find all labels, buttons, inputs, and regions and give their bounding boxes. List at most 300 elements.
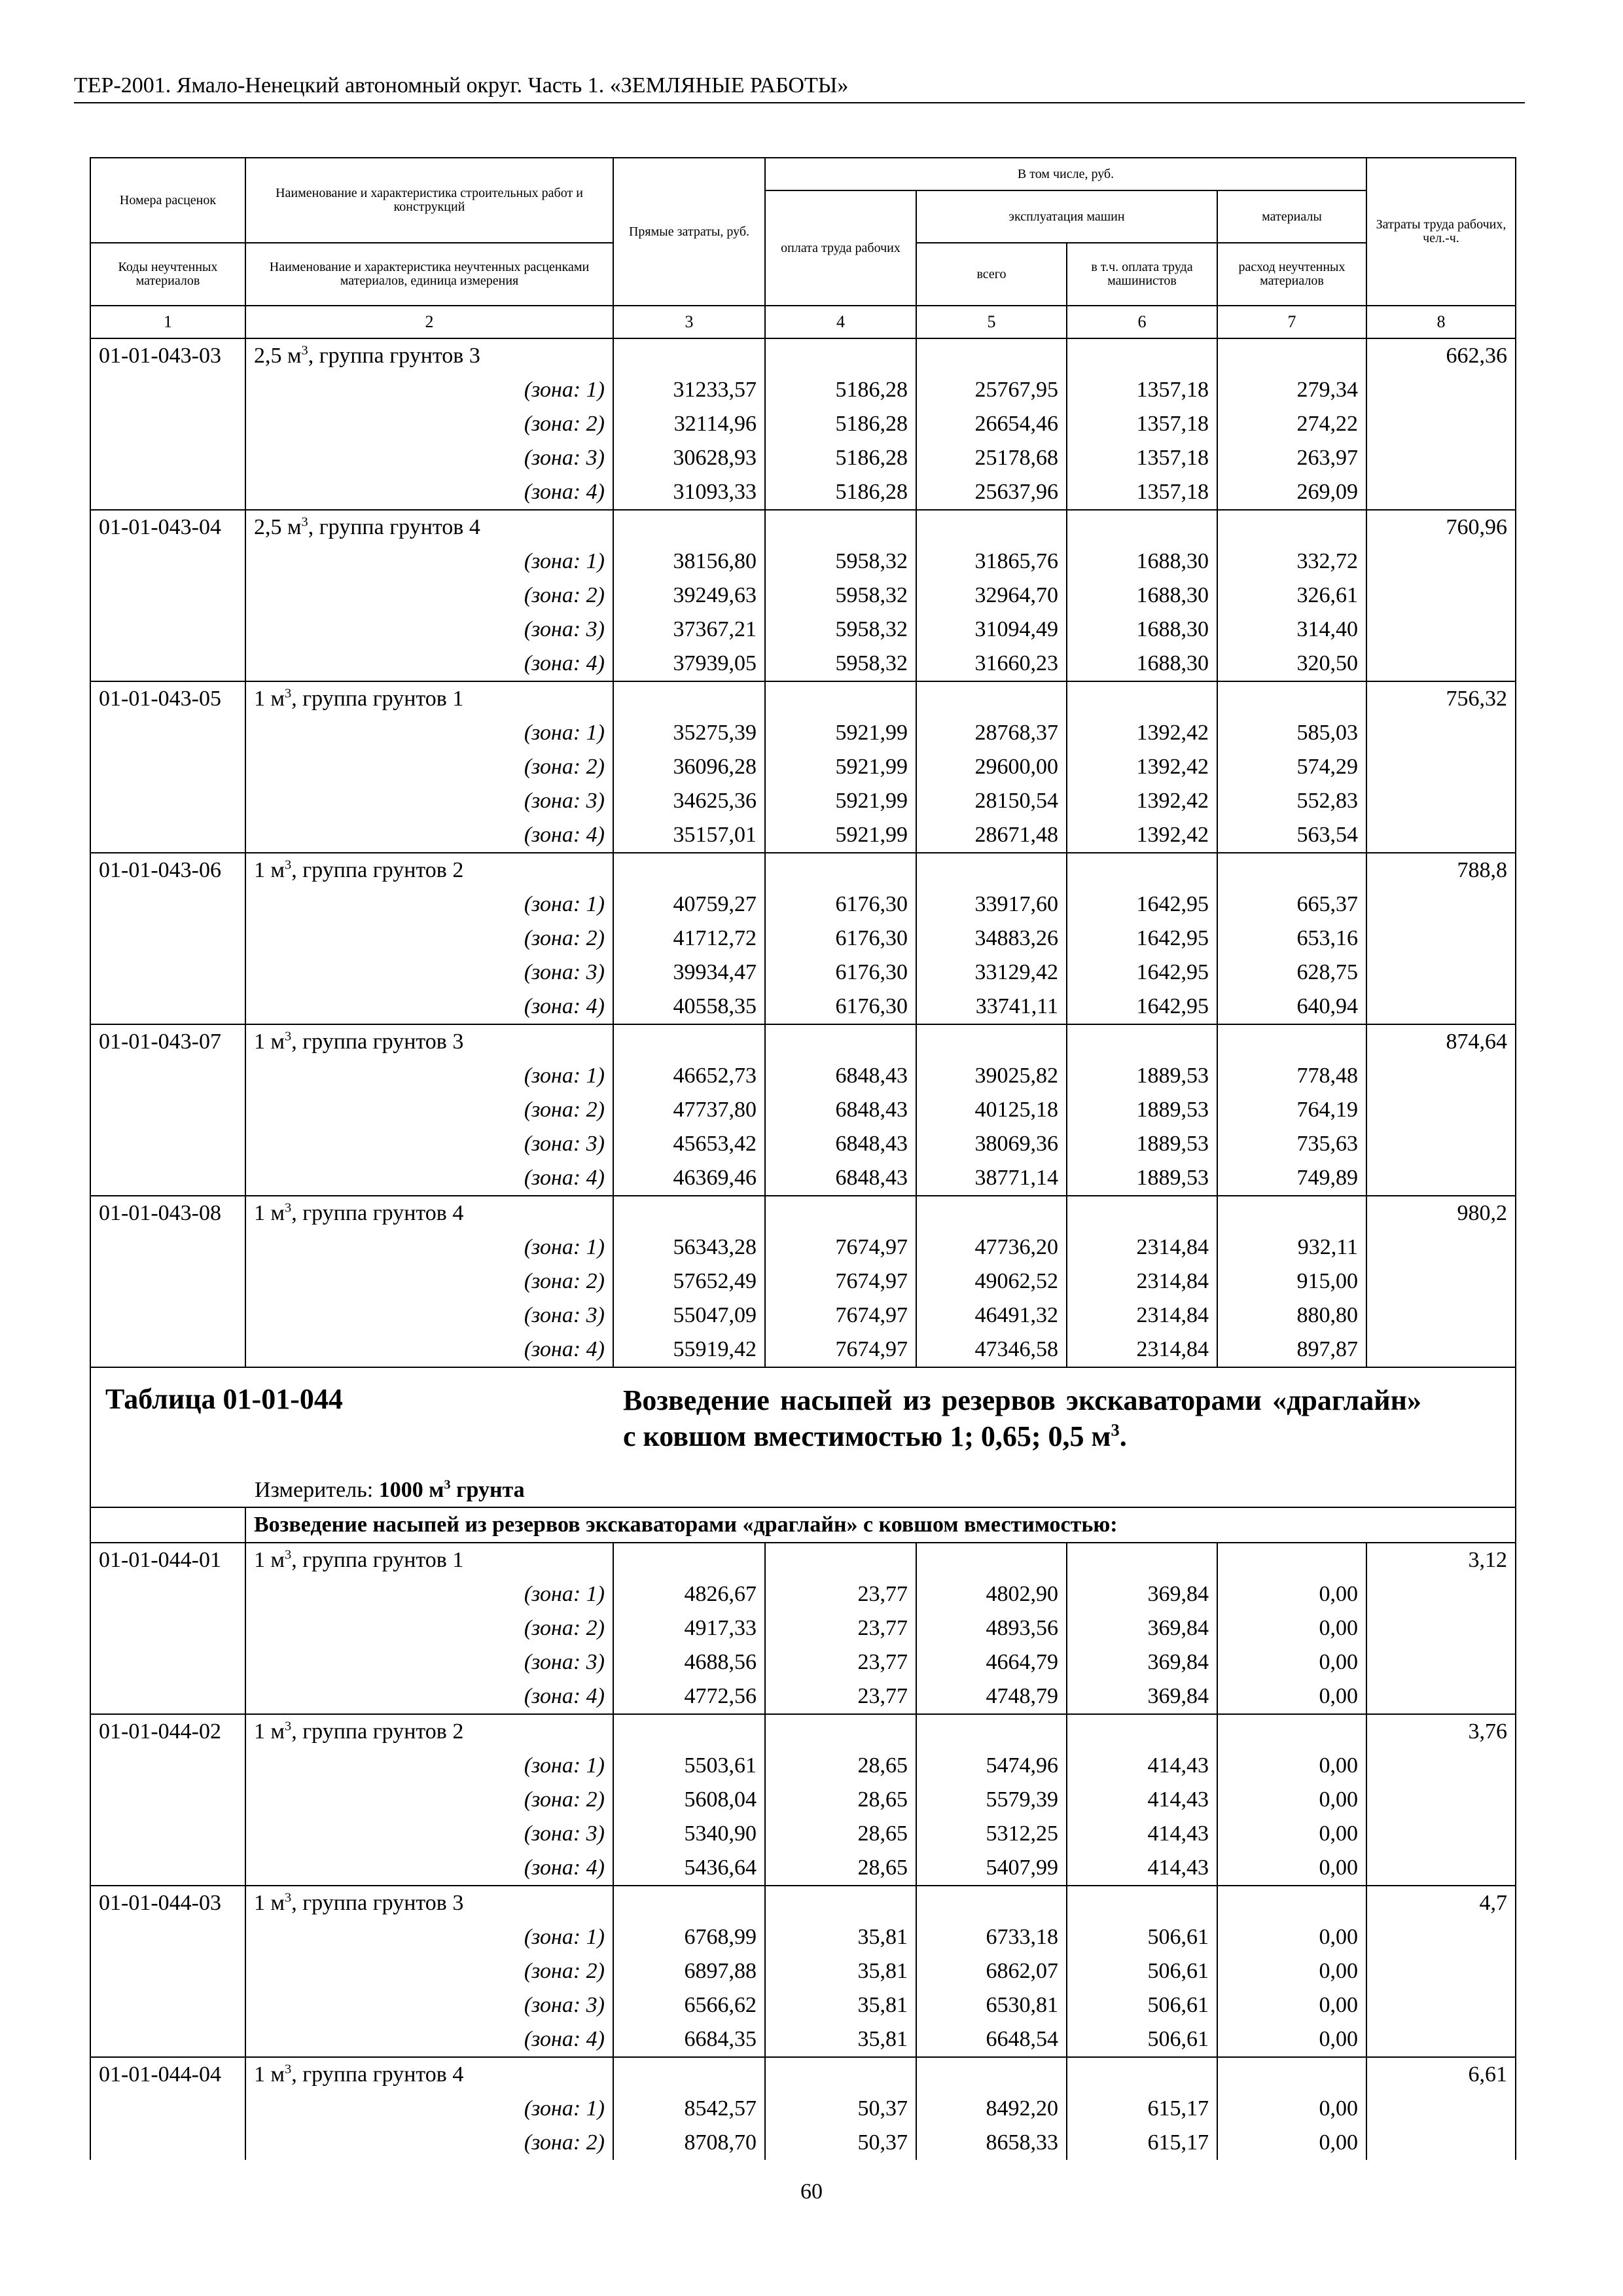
machines-value: 4893,56 bbox=[916, 1611, 1067, 1645]
rate-entry-row bbox=[90, 853, 1516, 888]
rate-entry-row bbox=[90, 510, 1516, 545]
zone-row bbox=[90, 1093, 1516, 1127]
zone-label: (зона: 1) bbox=[245, 1059, 613, 1093]
operators-value: 506,61 bbox=[1067, 1988, 1217, 2022]
zone-row bbox=[90, 1851, 1516, 1886]
column-number: 1 bbox=[90, 306, 245, 338]
wages-value: 6176,30 bbox=[765, 990, 916, 1024]
labor-cost: 760,96 bbox=[1366, 510, 1516, 545]
direct-cost: 37939,05 bbox=[613, 647, 765, 681]
direct-cost: 8542,57 bbox=[613, 2092, 765, 2126]
zone-label: (зона: 1) bbox=[245, 545, 613, 579]
operators-value: 2314,84 bbox=[1067, 1299, 1217, 1333]
operators-value: 506,61 bbox=[1067, 2022, 1217, 2057]
machines-value: 8492,20 bbox=[916, 2092, 1067, 2126]
wages-value: 5186,28 bbox=[765, 475, 916, 510]
zone-row bbox=[90, 407, 1516, 441]
machines-value: 8658,33 bbox=[916, 2126, 1067, 2160]
zone-row bbox=[90, 579, 1516, 613]
wages-value: 35,81 bbox=[765, 1988, 916, 2022]
direct-cost: 6897,88 bbox=[613, 1954, 765, 1988]
zone-label: (зона: 1) bbox=[245, 373, 613, 407]
direct-cost: 35275,39 bbox=[613, 716, 765, 750]
direct-cost: 37367,21 bbox=[613, 613, 765, 647]
wages-value: 6848,43 bbox=[765, 1161, 916, 1196]
machines-value: 6862,07 bbox=[916, 1954, 1067, 1988]
column-numbers-row bbox=[90, 306, 1516, 338]
operators-value: 2314,84 bbox=[1067, 1265, 1217, 1299]
labor-cost: 874,64 bbox=[1366, 1024, 1516, 1059]
wages-value: 5921,99 bbox=[765, 750, 916, 784]
operators-wages-header: в т.ч. оплата труда машинистов bbox=[1067, 243, 1217, 306]
zone-row bbox=[90, 2126, 1516, 2160]
materials-value: 932,11 bbox=[1217, 1230, 1366, 1265]
labor-cost: 980,2 bbox=[1366, 1196, 1516, 1230]
direct-cost: 6566,62 bbox=[613, 1988, 765, 2022]
column-number: 5 bbox=[916, 306, 1067, 338]
direct-cost: 5436,64 bbox=[613, 1851, 765, 1886]
wages-value: 28,65 bbox=[765, 1783, 916, 1817]
wages-value: 5921,99 bbox=[765, 818, 916, 853]
materials-value: 778,48 bbox=[1217, 1059, 1366, 1093]
machines-value: 5579,39 bbox=[916, 1783, 1067, 1817]
table-title-end: . bbox=[1119, 1420, 1127, 1452]
zone-label: (зона: 3) bbox=[245, 1645, 613, 1679]
machines-value: 47736,20 bbox=[916, 1230, 1067, 1265]
rate-name: 1 $м^3$, группа грунтов 4 bbox=[245, 2057, 613, 2092]
zone-label: (зона: 4) bbox=[245, 1161, 613, 1196]
zone-label: (зона: 4) bbox=[245, 818, 613, 853]
wages-value: 5186,28 bbox=[765, 373, 916, 407]
operators-value: 414,43 bbox=[1067, 1749, 1217, 1783]
machines-value: 46491,32 bbox=[916, 1299, 1067, 1333]
wages-value: 23,77 bbox=[765, 1577, 916, 1611]
machines-value: 29600,00 bbox=[916, 750, 1067, 784]
materials-value: 0,00 bbox=[1217, 1954, 1366, 1988]
rate-code: 01-01-044-01 bbox=[90, 1543, 245, 1577]
direct-cost: 40558,35 bbox=[613, 990, 765, 1024]
operators-value: 2314,84 bbox=[1067, 1230, 1217, 1265]
materials-value: 640,94 bbox=[1217, 990, 1366, 1024]
machines-value: 4802,90 bbox=[916, 1577, 1067, 1611]
including-header: В том числе, руб. bbox=[765, 158, 1366, 190]
wages-value: 23,77 bbox=[765, 1611, 916, 1645]
direct-cost: 5608,04 bbox=[613, 1783, 765, 1817]
rate-code: 01-01-043-08 bbox=[90, 1196, 245, 1230]
operators-value: 369,84 bbox=[1067, 1645, 1217, 1679]
table-title-row bbox=[90, 1367, 1516, 1507]
column-number: 2 bbox=[245, 306, 613, 338]
wages-value: 28,65 bbox=[765, 1851, 916, 1886]
operators-value: 1392,42 bbox=[1067, 784, 1217, 818]
zone-label: (зона: 2) bbox=[245, 2126, 613, 2160]
labor-cost: 6,61 bbox=[1366, 2057, 1516, 2092]
operators-value: 369,84 bbox=[1067, 1611, 1217, 1645]
wages-value: 6176,30 bbox=[765, 956, 916, 990]
machines-value: 33917,60 bbox=[916, 888, 1067, 922]
table-title-sup: 3 bbox=[1111, 1420, 1120, 1440]
column-number: 4 bbox=[765, 306, 916, 338]
rate-code: 01-01-043-05 bbox=[90, 681, 245, 716]
operators-value: 1357,18 bbox=[1067, 441, 1217, 475]
wages-header: оплата труда рабочих bbox=[765, 190, 916, 306]
zone-label: (зона: 4) bbox=[245, 1851, 613, 1886]
labor-cost: 788,8 bbox=[1366, 853, 1516, 888]
machines-value: 5407,99 bbox=[916, 1851, 1067, 1886]
operators-value: 1357,18 bbox=[1067, 373, 1217, 407]
materials-value: 735,63 bbox=[1217, 1127, 1366, 1161]
wages-value: 6848,43 bbox=[765, 1093, 916, 1127]
zone-label: (зона: 2) bbox=[245, 1954, 613, 1988]
materials-value: 0,00 bbox=[1217, 2126, 1366, 2160]
operators-value: 2314,84 bbox=[1067, 1333, 1217, 1367]
wages-value: 5958,32 bbox=[765, 545, 916, 579]
labor-cost: 3,76 bbox=[1366, 1714, 1516, 1749]
materials-value: 0,00 bbox=[1217, 1577, 1366, 1611]
zone-row bbox=[90, 1161, 1516, 1196]
materials-value: 332,72 bbox=[1217, 545, 1366, 579]
rates-table bbox=[90, 157, 1516, 2160]
machines-value: 49062,52 bbox=[916, 1265, 1067, 1299]
zone-label: (зона: 2) bbox=[245, 922, 613, 956]
zone-row bbox=[90, 1059, 1516, 1093]
operators-value: 1688,30 bbox=[1067, 613, 1217, 647]
direct-cost: 46369,46 bbox=[613, 1161, 765, 1196]
zone-label: (зона: 1) bbox=[245, 1749, 613, 1783]
zone-row bbox=[90, 1230, 1516, 1265]
zone-label: (зона: 3) bbox=[245, 1299, 613, 1333]
wages-value: 6848,43 bbox=[765, 1059, 916, 1093]
direct-cost: 4917,33 bbox=[613, 1611, 765, 1645]
zone-row bbox=[90, 2092, 1516, 2126]
zone-label: (зона: 3) bbox=[245, 784, 613, 818]
operators-value: 369,84 bbox=[1067, 1577, 1217, 1611]
rate-name: 1 $м^3$, группа грунтов 3 bbox=[245, 1024, 613, 1059]
direct-cost: 38156,80 bbox=[613, 545, 765, 579]
zone-row bbox=[90, 1954, 1516, 1988]
rate-entry-row bbox=[90, 2057, 1516, 2092]
zone-row bbox=[90, 2022, 1516, 2057]
wages-value: 5921,99 bbox=[765, 784, 916, 818]
machines-value: 33741,11 bbox=[916, 990, 1067, 1024]
wages-value: 28,65 bbox=[765, 1749, 916, 1783]
zone-label: (зона: 4) bbox=[245, 647, 613, 681]
wages-value: 6176,30 bbox=[765, 922, 916, 956]
zone-row bbox=[90, 373, 1516, 407]
direct-cost: 40759,27 bbox=[613, 888, 765, 922]
operators-value: 615,17 bbox=[1067, 2126, 1217, 2160]
materials-value: 552,83 bbox=[1217, 784, 1366, 818]
rate-code: 01-01-044-02 bbox=[90, 1714, 245, 1749]
machines-value: 32964,70 bbox=[916, 579, 1067, 613]
table-label: Таблица 01-01-044 bbox=[105, 1383, 343, 1415]
wages-value: 23,77 bbox=[765, 1645, 916, 1679]
zone-label: (зона: 4) bbox=[245, 1333, 613, 1367]
operators-value: 615,17 bbox=[1067, 2092, 1217, 2126]
direct-cost: 4688,56 bbox=[613, 1645, 765, 1679]
materials-value: 0,00 bbox=[1217, 1679, 1366, 1714]
materials-value: 269,09 bbox=[1217, 475, 1366, 510]
machines-value: 31094,49 bbox=[916, 613, 1067, 647]
materials-value: 563,54 bbox=[1217, 818, 1366, 853]
zone-label: (зона: 2) bbox=[245, 1611, 613, 1645]
zone-label: (зона: 3) bbox=[245, 956, 613, 990]
operators-value: 1688,30 bbox=[1067, 545, 1217, 579]
zone-label: (зона: 2) bbox=[245, 1093, 613, 1127]
rate-name: 1 $м^3$, группа грунтов 1 bbox=[245, 681, 613, 716]
operators-value: 1688,30 bbox=[1067, 647, 1217, 681]
operators-value: 369,84 bbox=[1067, 1679, 1217, 1714]
wages-value: 35,81 bbox=[765, 1954, 916, 1988]
zone-row bbox=[90, 1920, 1516, 1954]
zone-label: (зона: 4) bbox=[245, 475, 613, 510]
materials-value: 0,00 bbox=[1217, 1851, 1366, 1886]
zone-row bbox=[90, 1611, 1516, 1645]
machines-value: 47346,58 bbox=[916, 1333, 1067, 1367]
zone-row bbox=[90, 1679, 1516, 1714]
rate-code: 01-01-044-04 bbox=[90, 2057, 245, 2092]
direct-cost: 57652,49 bbox=[613, 1265, 765, 1299]
materials-value: 915,00 bbox=[1217, 1265, 1366, 1299]
machines-value: 38069,36 bbox=[916, 1127, 1067, 1161]
materials-value: 0,00 bbox=[1217, 2092, 1366, 2126]
materials-value: 0,00 bbox=[1217, 2022, 1366, 2057]
rate-entry-row bbox=[90, 681, 1516, 716]
operators-value: 1889,53 bbox=[1067, 1093, 1217, 1127]
measurement-unit bbox=[255, 1478, 525, 1503]
unaccounted-materials-header: расход неучтенных материалов bbox=[1217, 243, 1366, 306]
subheading-row bbox=[90, 1507, 1516, 1543]
wages-value: 5958,32 bbox=[765, 579, 916, 613]
operators-value: 1889,53 bbox=[1067, 1059, 1217, 1093]
col1-bottom-header: Коды неучтенных материалов bbox=[90, 243, 245, 306]
rate-entry-row bbox=[90, 1714, 1516, 1749]
zone-label: (зона: 1) bbox=[245, 2092, 613, 2126]
wages-value: 23,77 bbox=[765, 1679, 916, 1714]
machines-value: 25637,96 bbox=[916, 475, 1067, 510]
zone-label: (зона: 1) bbox=[245, 1920, 613, 1954]
materials-value: 585,03 bbox=[1217, 716, 1366, 750]
operators-value: 1642,95 bbox=[1067, 956, 1217, 990]
direct-cost: 5340,90 bbox=[613, 1817, 765, 1851]
zone-row bbox=[90, 545, 1516, 579]
wages-value: 7674,97 bbox=[765, 1333, 916, 1367]
zone-label: (зона: 1) bbox=[245, 1577, 613, 1611]
rate-name: 1 $м^3$, группа грунтов 3 bbox=[245, 1886, 613, 1920]
labor-costs-header: Затраты труда рабочих, чел.-ч. bbox=[1366, 158, 1516, 306]
wages-value: 7674,97 bbox=[765, 1230, 916, 1265]
rate-code: 01-01-044-03 bbox=[90, 1886, 245, 1920]
zone-label: (зона: 1) bbox=[245, 888, 613, 922]
machines-value: 34883,26 bbox=[916, 922, 1067, 956]
wages-value: 5186,28 bbox=[765, 407, 916, 441]
col2-top-header: Наименование и характеристика строительных работ и конструкций bbox=[245, 158, 613, 243]
machines-value: 25178,68 bbox=[916, 441, 1067, 475]
zone-row bbox=[90, 1333, 1516, 1367]
machines-value: 39025,82 bbox=[916, 1059, 1067, 1093]
direct-cost: 31093,33 bbox=[613, 475, 765, 510]
operators-value: 1392,42 bbox=[1067, 818, 1217, 853]
operators-value: 1357,18 bbox=[1067, 407, 1217, 441]
wages-value: 6176,30 bbox=[765, 888, 916, 922]
zone-label: (зона: 2) bbox=[245, 407, 613, 441]
zone-row bbox=[90, 888, 1516, 922]
operators-value: 1642,95 bbox=[1067, 888, 1217, 922]
rate-entry-row bbox=[90, 338, 1516, 373]
rate-entry-row bbox=[90, 1886, 1516, 1920]
measurement-value: 1000 $м^3$ грунта bbox=[378, 1477, 525, 1502]
zone-row bbox=[90, 922, 1516, 956]
machines-value: 38771,14 bbox=[916, 1161, 1067, 1196]
materials-value: 0,00 bbox=[1217, 1920, 1366, 1954]
wages-value: 35,81 bbox=[765, 2022, 916, 2057]
operators-value: 1642,95 bbox=[1067, 922, 1217, 956]
materials-value: 628,75 bbox=[1217, 956, 1366, 990]
materials-value: 764,19 bbox=[1217, 1093, 1366, 1127]
materials-value: 665,37 bbox=[1217, 888, 1366, 922]
direct-cost: 31233,57 bbox=[613, 373, 765, 407]
zone-label: (зона: 3) bbox=[245, 1817, 613, 1851]
rates-group-043 bbox=[90, 338, 1516, 1367]
direct-cost: 46652,73 bbox=[613, 1059, 765, 1093]
machines-total-header: всего bbox=[916, 243, 1067, 306]
materials-value: 749,89 bbox=[1217, 1161, 1366, 1196]
materials-value: 279,34 bbox=[1217, 373, 1366, 407]
materials-value: 0,00 bbox=[1217, 1611, 1366, 1645]
machines-value: 28768,37 bbox=[916, 716, 1067, 750]
zone-row bbox=[90, 1783, 1516, 1817]
machines-value: 33129,42 bbox=[916, 956, 1067, 990]
rate-name: 1 $м^3$, группа грунтов 4 bbox=[245, 1196, 613, 1230]
direct-costs-header: Прямые затраты, руб. bbox=[613, 158, 765, 306]
wages-value: 50,37 bbox=[765, 2092, 916, 2126]
zone-label: (зона: 1) bbox=[245, 716, 613, 750]
direct-cost: 39249,63 bbox=[613, 579, 765, 613]
machines-value: 4748,79 bbox=[916, 1679, 1067, 1714]
labor-cost: 756,32 bbox=[1366, 681, 1516, 716]
zone-label: (зона: 2) bbox=[245, 579, 613, 613]
operators-value: 414,43 bbox=[1067, 1783, 1217, 1817]
zone-label: (зона: 2) bbox=[245, 750, 613, 784]
machines-value: 31865,76 bbox=[916, 545, 1067, 579]
machines-value: 28671,48 bbox=[916, 818, 1067, 853]
direct-cost: 30628,93 bbox=[613, 441, 765, 475]
wages-value: 7674,97 bbox=[765, 1265, 916, 1299]
direct-cost: 6768,99 bbox=[613, 1920, 765, 1954]
rate-name: 1 $м^3$, группа грунтов 1 bbox=[245, 1543, 613, 1577]
zone-row bbox=[90, 750, 1516, 784]
rate-entry-row bbox=[90, 1024, 1516, 1059]
wages-value: 7674,97 bbox=[765, 1299, 916, 1333]
zone-label: (зона: 4) bbox=[245, 2022, 613, 2057]
zone-row bbox=[90, 818, 1516, 853]
machines-value: 40125,18 bbox=[916, 1093, 1067, 1127]
machines-value: 6733,18 bbox=[916, 1920, 1067, 1954]
rate-code: 01-01-043-04 bbox=[90, 510, 245, 545]
rates-group-044 bbox=[90, 1543, 1516, 2160]
zone-label: (зона: 3) bbox=[245, 1127, 613, 1161]
direct-cost: 5503,61 bbox=[613, 1749, 765, 1783]
machines-value: 5312,25 bbox=[916, 1817, 1067, 1851]
operators-value: 1392,42 bbox=[1067, 750, 1217, 784]
wages-value: 50,37 bbox=[765, 2126, 916, 2160]
column-number: 3 bbox=[613, 306, 765, 338]
machines-value: 28150,54 bbox=[916, 784, 1067, 818]
zone-label: (зона: 1) bbox=[245, 1230, 613, 1265]
rate-name: 2,5 $м^3$, группа грунтов 4 bbox=[245, 510, 613, 545]
rate-entry-row bbox=[90, 1543, 1516, 1577]
direct-cost: 35157,01 bbox=[613, 818, 765, 853]
rate-code: 01-01-043-07 bbox=[90, 1024, 245, 1059]
operators-value: 1889,53 bbox=[1067, 1161, 1217, 1196]
operators-value: 506,61 bbox=[1067, 1954, 1217, 1988]
wages-value: 28,65 bbox=[765, 1817, 916, 1851]
machines-value: 31660,23 bbox=[916, 647, 1067, 681]
page-number: 60 bbox=[800, 2179, 823, 2204]
rates-table-wrapper bbox=[90, 157, 1515, 2160]
direct-cost: 4826,67 bbox=[613, 1577, 765, 1611]
direct-cost: 4772,56 bbox=[613, 1679, 765, 1714]
zone-row bbox=[90, 1988, 1516, 2022]
direct-cost: 41712,72 bbox=[613, 922, 765, 956]
direct-cost: 36096,28 bbox=[613, 750, 765, 784]
zone-label: (зона: 3) bbox=[245, 1988, 613, 2022]
labor-cost: 4,7 bbox=[1366, 1886, 1516, 1920]
rate-name: 1 $м^3$, группа грунтов 2 bbox=[245, 1714, 613, 1749]
operators-value: 506,61 bbox=[1067, 1920, 1217, 1954]
rate-code: 01-01-043-06 bbox=[90, 853, 245, 888]
machines-value: 25767,95 bbox=[916, 373, 1067, 407]
operators-value: 1392,42 bbox=[1067, 716, 1217, 750]
wages-value: 5921,99 bbox=[765, 716, 916, 750]
materials-value: 574,29 bbox=[1217, 750, 1366, 784]
zone-row bbox=[90, 956, 1516, 990]
materials-value: 320,50 bbox=[1217, 647, 1366, 681]
direct-cost: 8708,70 bbox=[613, 2126, 765, 2160]
machines-value: 6648,54 bbox=[916, 2022, 1067, 2057]
labor-cost: 662,36 bbox=[1366, 338, 1516, 373]
operators-value: 1642,95 bbox=[1067, 990, 1217, 1024]
wages-value: 5186,28 bbox=[765, 441, 916, 475]
table-title-text: Возведение насыпей из резервов экскаваторами «драглайн» с ковшом вместимостью 1; 0,65; 0,5 м bbox=[623, 1384, 1421, 1452]
zone-label: (зона: 4) bbox=[245, 990, 613, 1024]
wages-value: 5958,32 bbox=[765, 613, 916, 647]
machines-value: 6530,81 bbox=[916, 1988, 1067, 2022]
rate-name: 2,5 $м^3$, группа грунтов 3 bbox=[245, 338, 613, 373]
col1-top-header: Номера расценок bbox=[90, 158, 245, 243]
materials-value: 314,40 bbox=[1217, 613, 1366, 647]
rate-code: 01-01-043-03 bbox=[90, 338, 245, 373]
wages-value: 5958,32 bbox=[765, 647, 916, 681]
zone-row bbox=[90, 613, 1516, 647]
wages-value: 35,81 bbox=[765, 1920, 916, 1954]
materials-value: 263,97 bbox=[1217, 441, 1366, 475]
zone-row bbox=[90, 1299, 1516, 1333]
machines-value: 26654,46 bbox=[916, 407, 1067, 441]
page-header: ТЕР-2001. Ямало-Ненецкий автономный округ. Часть 1. «ЗЕМЛЯНЫЕ РАБОТЫ» bbox=[74, 73, 1525, 103]
direct-cost: 39934,47 bbox=[613, 956, 765, 990]
zone-label: (зона: 2) bbox=[245, 1265, 613, 1299]
direct-cost: 55919,42 bbox=[613, 1333, 765, 1367]
column-number: 8 bbox=[1366, 306, 1516, 338]
operators-value: 414,43 bbox=[1067, 1851, 1217, 1886]
materials-value: 897,87 bbox=[1217, 1333, 1366, 1367]
materials-value: 274,22 bbox=[1217, 407, 1366, 441]
table-title bbox=[623, 1382, 1421, 1454]
zone-row bbox=[90, 784, 1516, 818]
operators-value: 1688,30 bbox=[1067, 579, 1217, 613]
materials-value: 880,80 bbox=[1217, 1299, 1366, 1333]
